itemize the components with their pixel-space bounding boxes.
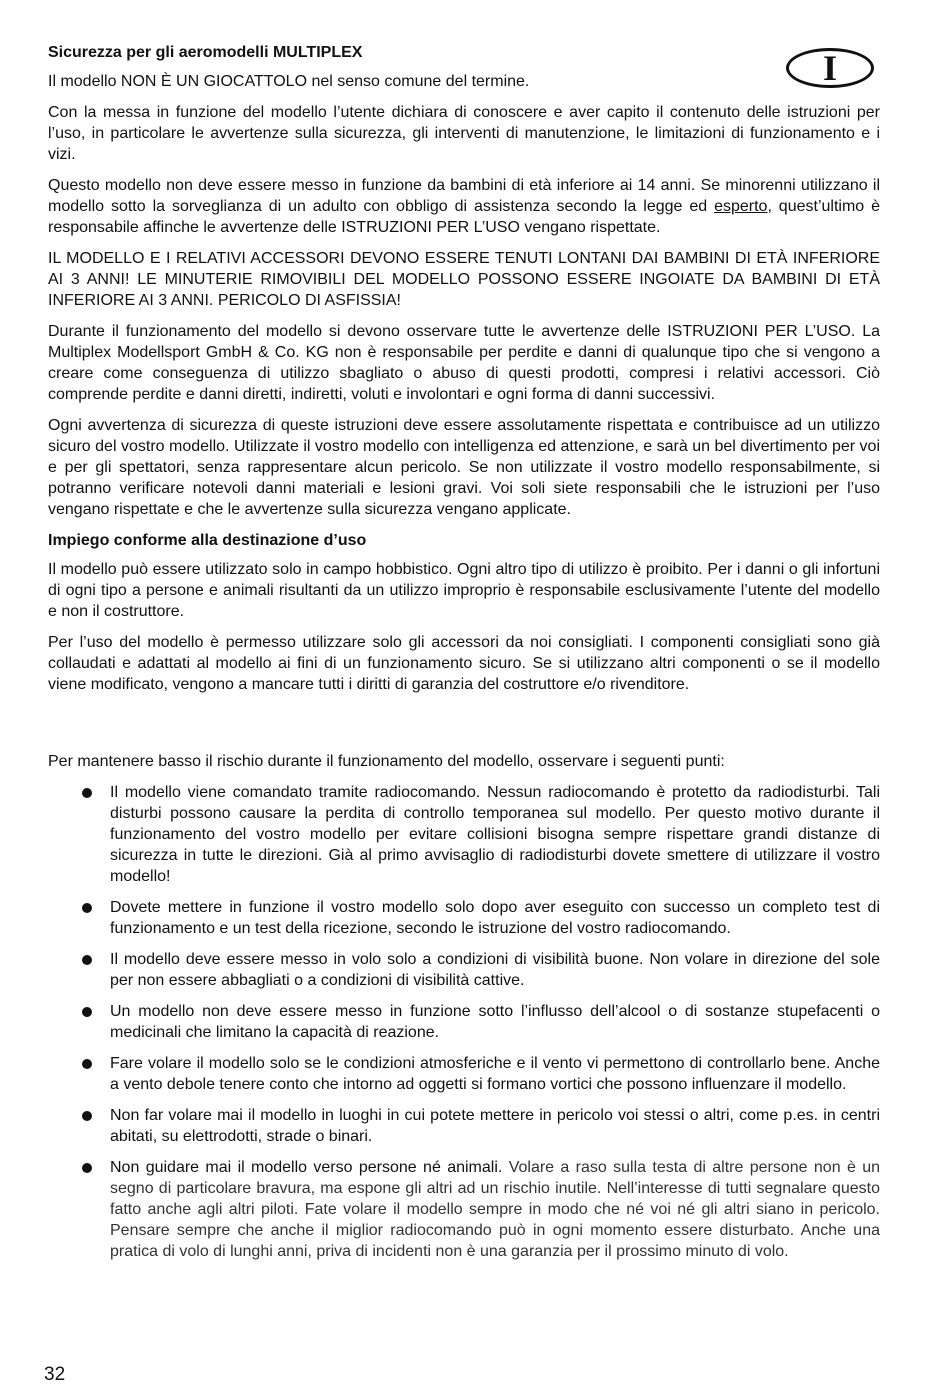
page-number: 32 <box>44 1364 66 1385</box>
section-title-intended-use: Impiego conforme alla destinazione d’uso <box>48 532 367 549</box>
section-title-safety: Sicurezza per gli aeromodelli MULTIPLEX <box>48 44 363 61</box>
list-item <box>110 897 880 939</box>
paragraph-accessories: Per l’uso del modello è permesso utilizzare solo gli accessori da noi consigliati. I componenti consigliati sono già collaudati e adattati al modello ai fini di un funzionamento sicuro. Se si utilizzano altri componenti o se il modello viene modificato, vengono a mancare tutti i diritti di garanzia del costruttore e/o rivenditore. <box>48 634 880 693</box>
bullet-icon <box>82 1007 92 1017</box>
paragraph-safety-notes: Ogni avvertenza di sicurezza di queste istruzioni deve essere assolutamente rispettata e contribuisce ad un utilizzo sicuro del vostro modello. Utilizzate il vostro modello con intelligenza ed attenzione, e sarà un bel divertimento per voi e per gli spettatori, senza rappresentare alcun pericolo. Se non utilizzate il vostro modello responsabilmente, si potranno verificare notevoli danni materiali e lesioni gravi. Voi soli siete responsabili che le istruzioni per l’uso vengano rispettate e che le avvertenze sulla sicurezza vengano applicate. <box>48 417 880 518</box>
list-item <box>110 1001 880 1043</box>
section-spacer <box>48 705 880 751</box>
list-item-text: Fare volare il modello solo se le condizioni atmosferiche e il vento vi permettono di controllarlo bene. Anche a vento debole tenere conto che intorno ad oggetti si formano vortici che possono influenzare il modello. <box>110 1055 880 1093</box>
expert-underlined: esperto <box>714 198 768 215</box>
list-item-text: Un modello non deve essere messo in funzione sotto l’influsso dell’alcool o di sostanze stupefacenti o medicinali che limitano la capacità di reazione. <box>110 1003 880 1041</box>
language-badge: I <box>786 48 874 88</box>
list-item <box>110 949 880 991</box>
age-limit-text-a: Questo modello non deve essere messo in funzione da bambini di età inferiore ai 14 anni. Se minorenni utilizzano il modello sotto la sorveglianza di un adulto con obbligo di assistenza secondo la legge ed <box>48 177 880 215</box>
bullet-icon <box>82 1163 92 1173</box>
list-item <box>110 1105 880 1147</box>
paragraph-small-children-warning: IL MODELLO E I RELATIVI ACCESSORI DEVONO ESSERE TENUTI LONTANI DAI BAMBINI DI ETÀ INFERIORE AI 3 ANNI! LE MINUTERIE RIMOVIBILI DEL MODELLO POSSONO ESSERE INGOIATE DA BAMBINI DI ETÀ INFERIORE AI 3 ANNI. PERICOLO DI ASFISSIA! <box>48 250 880 309</box>
paragraph-risk-intro: Per mantenere basso il rischio durante il funzionamento del modello, osservare i seguenti punti: <box>48 753 725 770</box>
list-item-text-rest: Volare a raso sulla testa di altre persone non è un segno di particolare bravura, ma espone gli altri ad un rischio inutile. Nell’interesse di tutti segnalare questo fatto anche agli altri piloti. Fate volare il modello sempre in modo che né voi né gli altri siano in pericolo. Pensare sempre che anche il miglior radiocomando può in ogni momento essere disturbato. Anche una pratica di volo di lunghi anni, priva di incidenti non è una garanzia per il prossimo minuto di volo. <box>110 1159 880 1260</box>
document-page <box>48 42 880 1272</box>
paragraph-not-a-toy: Il modello NON È UN GIOCATTOLO nel senso comune del termine. <box>48 73 530 90</box>
paragraph-user-declaration: Con la messa in funzione del modello l’utente dichiara di conoscere e aver capito il contenuto delle istruzioni per l’uso, in particolare le avvertenze sulla sicurezza, gli interventi di manutenzione, le limitazioni di funzionamento e i vizi. <box>48 104 880 163</box>
list-item-text: Dovete mettere in funzione il vostro modello solo dopo aver eseguito con successo un completo test di funzionamento e un test della ricezione, secondo le istruzione del vostro radiocomando. <box>110 899 880 937</box>
list-item-text: Il modello deve essere messo in volo solo a condizioni di visibilità buone. Non volare in direzione del sole per non essere abbagliati o a condizioni di visibilità cattive. <box>110 951 880 989</box>
bullet-icon <box>82 903 92 913</box>
list-item <box>110 1053 880 1095</box>
safety-rules-list <box>48 782 880 1262</box>
paragraph-age-limit <box>48 175 880 238</box>
list-item-text-lead: Non guidare mai il modello verso persone né animali. <box>110 1159 503 1176</box>
bullet-icon <box>82 1111 92 1121</box>
list-item-text: Il modello viene comandato tramite radiocomando. Nessun radiocomando è protetto da radiodisturbi. Tali disturbi possono causare la perdita di controllo temporanea sul modello. Per questo motivo durante il funzionamento del vostro modello per evitare collisioni bisogna sempre rispettare grandi distanze di sicurezza in tutte le direzioni. Già al primo avvisaglio di radiodisturbi dovete smettere di utilizzare il vostro modello! <box>110 784 880 885</box>
paragraph-hobby-use: Il modello può essere utilizzato solo in campo hobbistico. Ogni altro tipo di utilizzo è proibito. Per i danni o gli infortuni di ogni tipo a persone e animali risultanti da un utilizzo improprio è responsabile esclusivamente l’utente del modello e non il costruttore. <box>48 561 880 620</box>
bullet-icon <box>82 1059 92 1069</box>
list-item-text: Non far volare mai il modello in luoghi in cui potete mettere in pericolo voi stessi o altri, come p.es. in centri abitati, su elettrodotti, strade o binari. <box>110 1107 880 1145</box>
list-item <box>110 1157 880 1262</box>
bullet-icon <box>82 788 92 798</box>
bullet-icon <box>82 955 92 965</box>
paragraph-liability: Durante il funzionamento del modello si devono osservare tutte le avvertenze delle ISTRUZIONI PER L’USO. La Multiplex Modellsport GmbH & Co. KG non è responsabile per perdite e danni di qualunque tipo che si vengono a creare come conseguenza di utilizzo sbagliato o abuso di questi prodotti, compresi i relativi accessori. Ciò comprende perdite e danni diretti, indiretti, voluti e involontari e ogni forma di danni successivi. <box>48 323 880 403</box>
list-item <box>110 782 880 887</box>
age-limit-text-b: , quest’ultimo è responsabile affinche le avvertenze delle ISTRUZIONI PER L’USO vengano rispettate. <box>48 198 881 236</box>
